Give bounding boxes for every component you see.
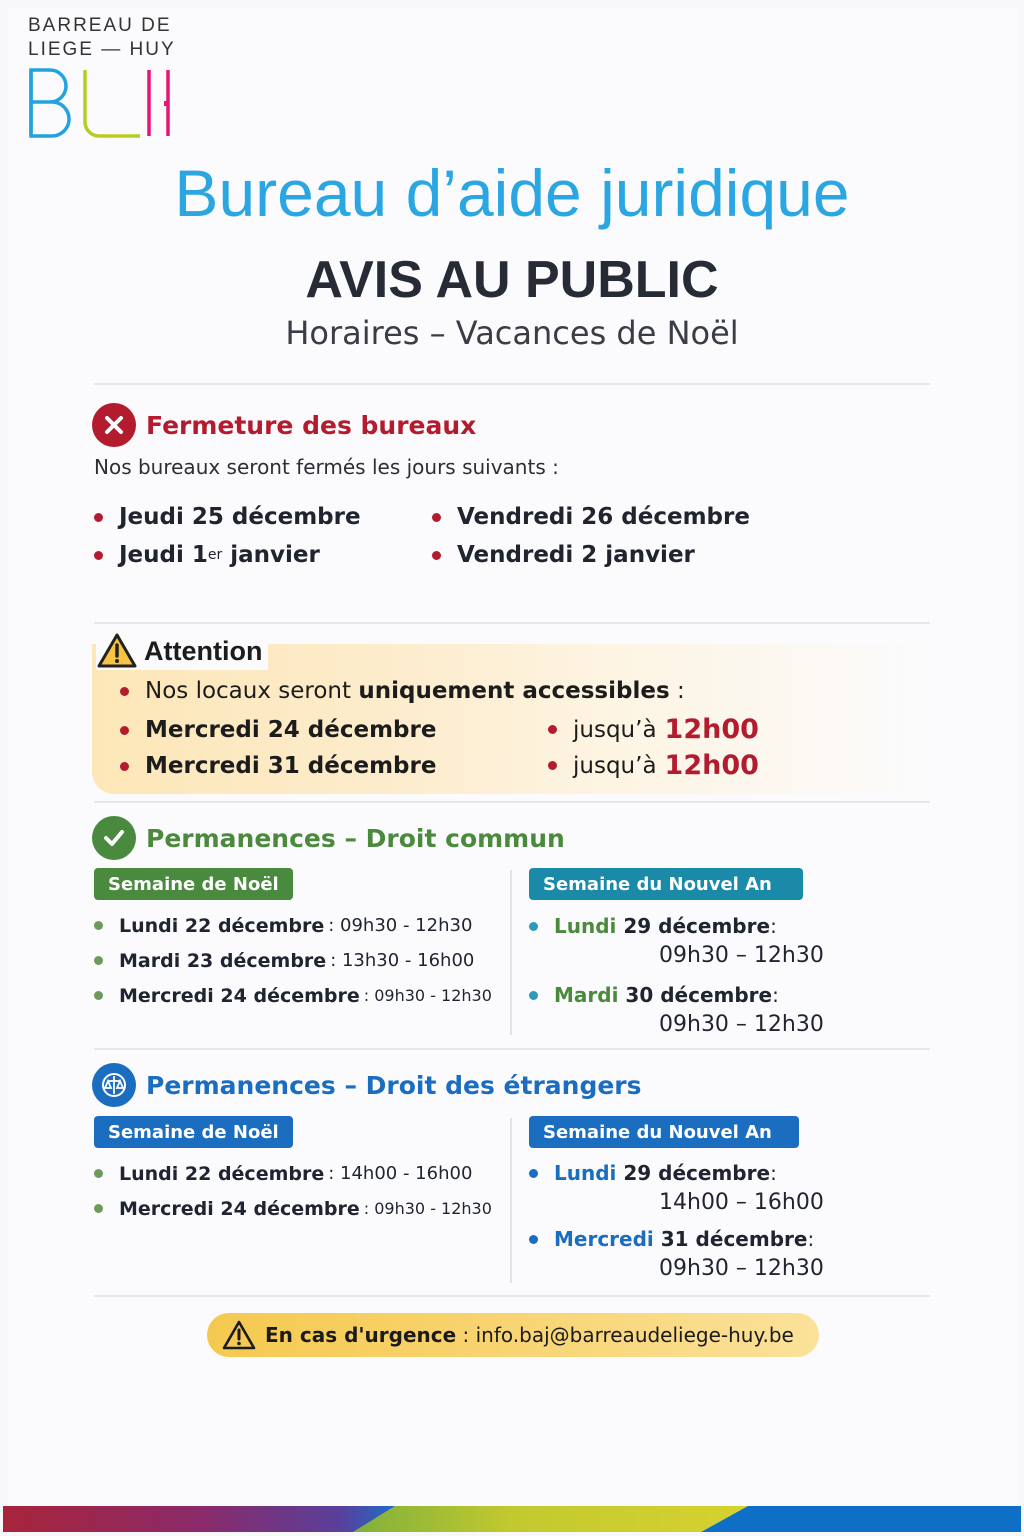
page-subtitle: AVIS AU PUBLIC: [305, 251, 719, 309]
bullet-icon: [529, 1235, 538, 1244]
bullet-icon: [548, 725, 557, 734]
attention-day: Mercredi 24 décembre: [120, 717, 436, 743]
check-circle-icon: [92, 816, 136, 860]
common-newyear-item: Mardi 30 décembre : 09h30 – 12h30: [529, 980, 824, 1040]
schedule-row: Lundi 22 décembre : 09h30 - 12h30: [94, 908, 492, 943]
attention-time: jusqu’à 12h00: [548, 750, 759, 781]
closed-day: Vendredi 26 décembre: [432, 498, 750, 536]
attention-time: jusqu’à 12h00: [548, 714, 759, 745]
badge-new-year-week: Semaine du Nouvel An: [529, 1116, 799, 1148]
closed-days-right: [432, 498, 750, 574]
attention-line: Nos locaux seront uniquement accessibles :: [120, 678, 685, 704]
schedule-row: Mardi 23 décembre : 13h30 - 16h00: [94, 943, 492, 978]
bullet-icon: [120, 726, 129, 735]
common-christmas-schedule: [94, 908, 492, 1013]
common-heading: Permanences – Droit commun: [92, 816, 565, 860]
closure-title: Fermeture des bureaux: [146, 410, 477, 440]
divider: [94, 622, 930, 624]
divider: [94, 383, 930, 385]
bullet-icon: [529, 1169, 538, 1178]
blh-logo-mark-icon: [28, 68, 173, 138]
foreign-newyear-item: Lundi 29 décembre : 14h00 – 16h00: [529, 1158, 824, 1218]
divider: [94, 1048, 930, 1050]
bullet-icon: [432, 551, 441, 560]
bullet-icon: [529, 922, 538, 931]
logo-line-2: LIEGE — HUY: [28, 39, 176, 60]
closure-intro: Nos bureaux seront fermés les jours suivants :: [94, 455, 559, 479]
schedule-row: Lundi 22 décembre : 14h00 - 16h00: [94, 1156, 492, 1191]
bar-logo: [28, 14, 176, 62]
logo-line-1: BARREAU DE: [28, 15, 172, 36]
badge-christmas-week: Semaine de Noël: [94, 1116, 293, 1148]
bullet-icon: [120, 762, 129, 771]
divider: [94, 1295, 930, 1297]
bullet-icon: [94, 513, 103, 522]
bullet-icon: [529, 991, 538, 1000]
closed-day: Jeudi 1 er janvier: [94, 536, 361, 574]
schedule-row: Mercredi 24 décembre : 09h30 - 12h30: [94, 1191, 492, 1226]
page-title: Bureau d’aide juridique: [174, 156, 850, 230]
emergency-label: En cas d'urgence: [265, 1323, 457, 1347]
badge-christmas-week: Semaine de Noël: [94, 868, 293, 900]
scales-of-justice-icon: [92, 1063, 136, 1107]
foreign-christmas-schedule: [94, 1156, 492, 1226]
schedule-row: Mercredi 24 décembre : 09h30 - 12h30: [94, 978, 492, 1013]
badge-new-year-week: Semaine du Nouvel An: [529, 868, 803, 900]
divider: [94, 801, 930, 803]
warning-icon: [96, 632, 138, 670]
closed-day: Vendredi 2 janvier: [432, 536, 750, 574]
emergency-email-link[interactable]: info.baj@barreaudeliege-huy.be: [475, 1323, 794, 1347]
closed-days-left: [94, 498, 361, 574]
bullet-icon: [94, 921, 103, 930]
closed-day: Jeudi 25 décembre: [94, 498, 361, 536]
column-divider: [510, 870, 512, 1035]
bullet-icon: [94, 991, 103, 1000]
bullet-icon: [432, 513, 441, 522]
foreign-newyear-item: Mercredi 31 décembre : 09h30 – 12h30: [529, 1224, 824, 1284]
closure-heading: [92, 403, 476, 447]
page-tagline: Horaires – Vacances de Noël: [285, 314, 739, 352]
bullet-icon: [120, 687, 129, 696]
close-circle-icon: [92, 403, 136, 447]
emergency-contact-banner: En cas d'urgence : info.baj@barreaudeliege-huy.be: [207, 1313, 819, 1357]
decorative-color-bar: [3, 1506, 1021, 1532]
common-newyear-item: Lundi 29 décembre : 09h30 – 12h30: [529, 911, 824, 971]
bullet-icon: [94, 1204, 103, 1213]
bullet-icon: [548, 761, 557, 770]
attention-heading: Attention: [96, 632, 268, 670]
bullet-icon: [94, 956, 103, 965]
warning-icon: [221, 1319, 257, 1351]
bullet-icon: [94, 551, 103, 560]
foreign-heading: Permanences – Droit des étrangers: [92, 1063, 642, 1107]
bullet-icon: [94, 1169, 103, 1178]
attention-day: Mercredi 31 décembre: [120, 753, 436, 779]
column-divider: [510, 1118, 512, 1283]
